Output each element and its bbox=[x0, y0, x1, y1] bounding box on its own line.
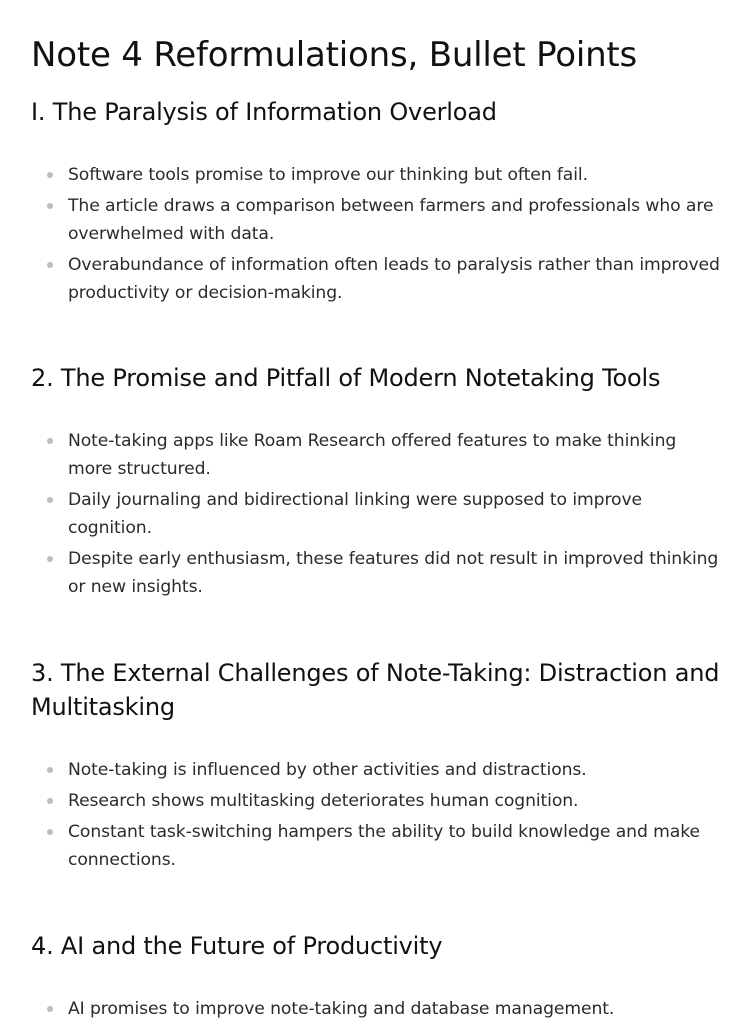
section-heading: 4. AI and the Future of Productivity bbox=[31, 932, 443, 960]
list-item: Software tools promise to improve our thinking but often fail. bbox=[31, 161, 721, 189]
list-item: AI promises to improve note-taking and database management. bbox=[31, 995, 721, 1023]
list-item: Note-taking apps like Roam Research offered features to make thinking more structured. bbox=[31, 427, 721, 483]
list-item: Constant task-switching hampers the ability to build knowledge and make connections. bbox=[31, 818, 721, 874]
section-heading: I. The Paralysis of Information Overload bbox=[31, 98, 497, 126]
list-item: Research shows multitasking deteriorates human cognition. bbox=[31, 787, 721, 815]
list-item: Note-taking is influenced by other activities and distractions. bbox=[31, 756, 721, 784]
section-heading: 3. The External Challenges of Note-Taking: Distraction and Multitasking bbox=[31, 659, 720, 721]
section-3 bbox=[31, 656, 721, 877]
list-item: Despite early enthusiasm, these features did not result in improved thinking or new insights. bbox=[31, 545, 721, 601]
section-heading: 2. The Promise and Pitfall of Modern Notetaking Tools bbox=[31, 364, 661, 392]
page-title: Note 4 Reformulations, Bullet Points bbox=[31, 35, 638, 75]
section-1 bbox=[31, 95, 721, 310]
bullet-list bbox=[31, 995, 721, 1023]
list-item: Overabundance of information often leads to paralysis rather than improved productivity or decision-making. bbox=[31, 251, 721, 307]
list-item: Daily journaling and bidirectional linking were supposed to improve cognition. bbox=[31, 486, 721, 542]
bullet-list bbox=[31, 427, 721, 601]
section-2 bbox=[31, 361, 721, 604]
section-4 bbox=[31, 929, 721, 1026]
bullet-list bbox=[31, 161, 721, 307]
list-item: The article draws a comparison between farmers and professionals who are overwhelmed with data. bbox=[31, 192, 721, 248]
bullet-list bbox=[31, 756, 721, 874]
